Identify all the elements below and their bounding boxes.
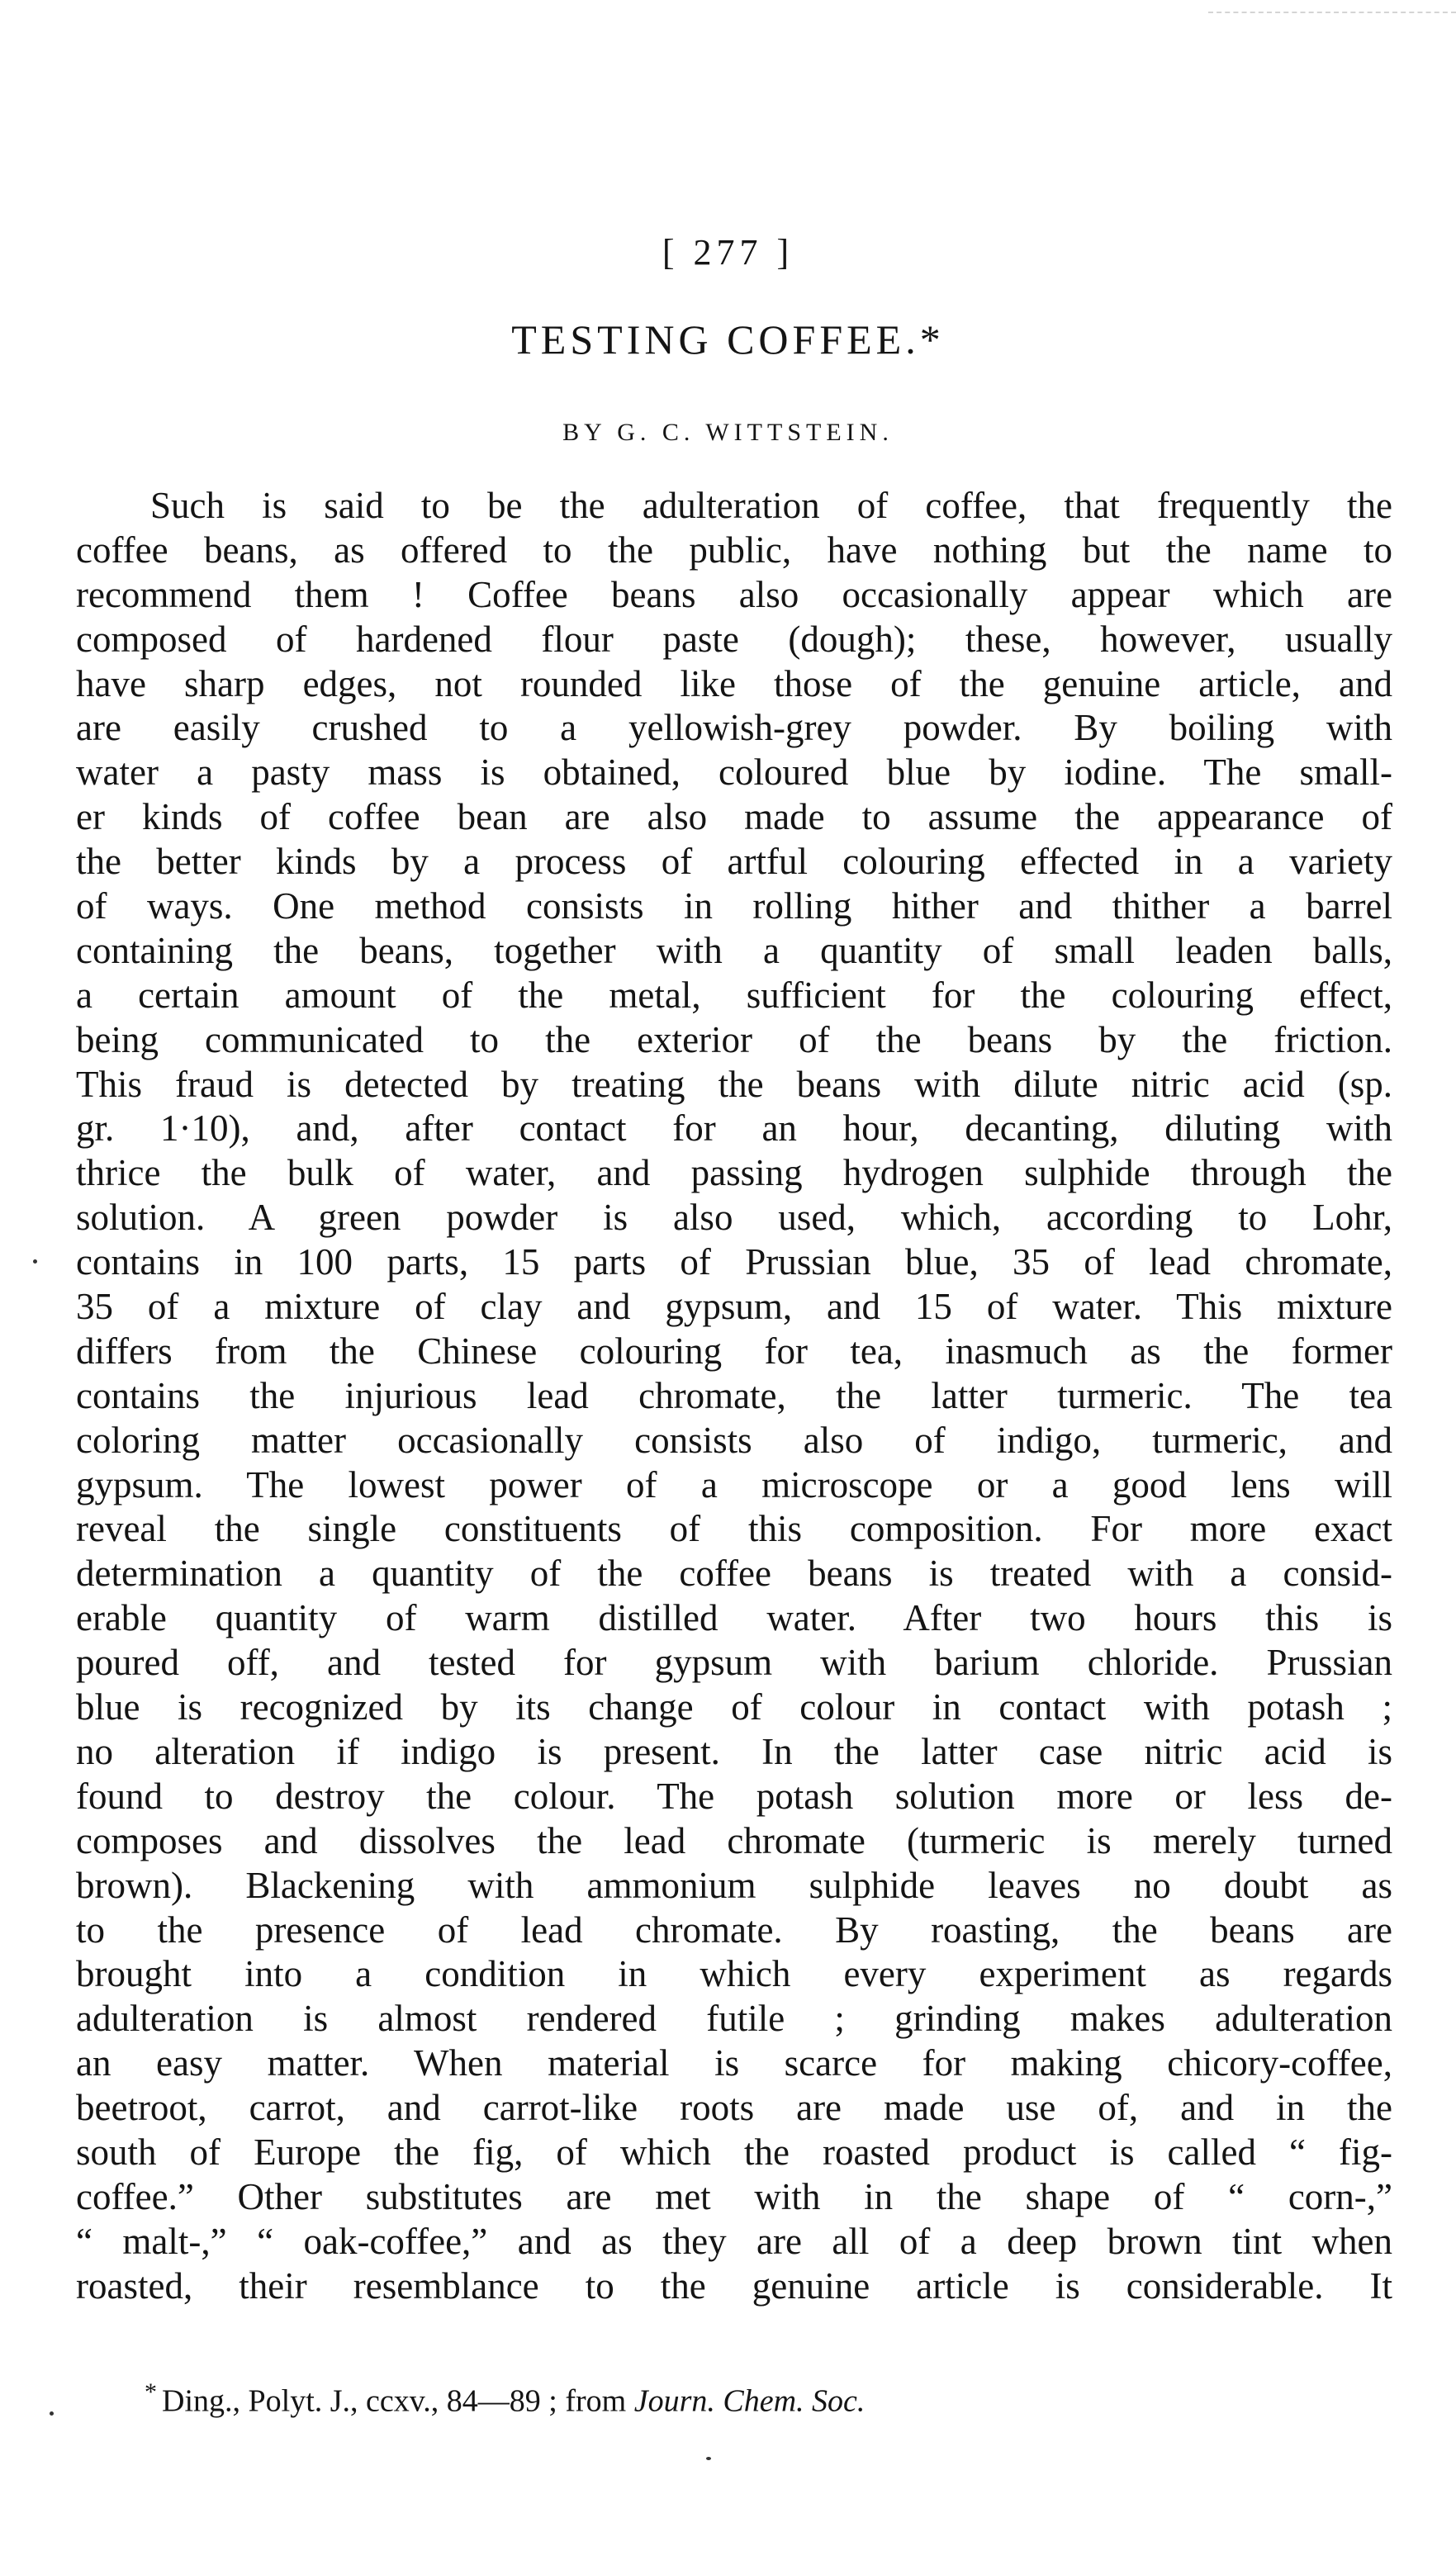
- body-line: the better kinds by a process of artful colouring effected in a variety: [76, 841, 1392, 883]
- body-line: are easily crushed to a yellowish-grey powder. By boiling with: [76, 707, 1392, 749]
- footnote-reference: Polyt. J., ccxv., 84—89 ; from: [240, 2383, 634, 2419]
- body-line: recommend them ! Coffee beans also occasionally appear which are: [76, 573, 1392, 615]
- article-author: BY G. C. WITTSTEIN.: [562, 419, 894, 446]
- body-line: determination a quantity of the coffee beans is treated with a consid-: [76, 1553, 1392, 1595]
- scan-edge-mark: [1208, 0, 1456, 13]
- body-line: 35 of a mixture of clay and gypsum, and 15 of water. This mixture: [76, 1286, 1392, 1328]
- body-line: erable quantity of warm distilled water. After two hours this is: [76, 1597, 1392, 1639]
- body-line: coffee beans, as offered to the public, have nothing but the name to: [76, 529, 1392, 571]
- body-line: gypsum. The lowest power of a microscope or a good lens will: [76, 1463, 1392, 1505]
- body-line: south of Europe the fig, of which the roasted product is called “ fig-: [76, 2131, 1392, 2173]
- body-line: brown). Blackening with ammonium sulphide leaves no doubt as: [76, 1864, 1392, 1906]
- body-line: have sharp edges, not rounded like those of the genuine article, and: [76, 662, 1392, 704]
- body-line: This fraud is detected by treating the beans with dilute nitric acid (sp.: [76, 1063, 1392, 1105]
- body-line: poured off, and tested for gypsum with barium chloride. Prussian: [76, 1642, 1392, 1684]
- body-line: found to destroy the colour. The potash solution more or less de-: [76, 1775, 1392, 1817]
- body-line: contains in 100 parts, 15 parts of Prussian blue, 35 of lead chromate,: [76, 1241, 1392, 1283]
- body-line: brought into a condition in which every experiment as regards: [76, 1953, 1392, 1995]
- body-line: thrice the bulk of water, and passing hydrogen sulphide through the: [76, 1152, 1392, 1194]
- body-line: composes and dissolves the lead chromate (turmeric is merely turned: [76, 1819, 1392, 1861]
- body-line: no alteration if indigo is present. In the latter case nitric acid is: [76, 1730, 1392, 1772]
- body-line: reveal the single constituents of this composition. For more exact: [76, 1508, 1392, 1550]
- scan-speck: [33, 1259, 37, 1264]
- footnote-journal: Journ. Chem. Soc.: [633, 2383, 866, 2419]
- body-line: adulteration is almost rendered futile ; grinding makes adulteration: [76, 1998, 1392, 2040]
- body-line: of ways. One method consists in rolling hither and thither a barrel: [76, 885, 1392, 927]
- body-line: a certain amount of the metal, sufficient for the colouring effect,: [76, 974, 1392, 1016]
- body-line: differs from the Chinese colouring for tea, inasmuch as the former: [76, 1330, 1392, 1372]
- body-line: “ malt-,” “ oak-coffee,” and as they are all of a deep brown tint when: [76, 2220, 1392, 2262]
- body-line: water a pasty mass is obtained, coloured blue by iodine. The small-: [76, 752, 1392, 794]
- body-line: coffee.” Other substitutes are met with in the shape of “ corn-,”: [76, 2175, 1392, 2217]
- body-line: being communicated to the exterior of the beans by the friction.: [76, 1018, 1392, 1060]
- article-body: [76, 484, 1392, 2309]
- body-line: coloring matter occasionally consists also of indigo, turmeric, and: [76, 1419, 1392, 1461]
- body-line: Such is said to be the adulteration of coffee, that frequently the: [150, 485, 1392, 526]
- page-number: [ 277 ]: [662, 232, 794, 273]
- body-line: solution. A green powder is also used, which, according to Lohr,: [76, 1197, 1392, 1239]
- body-line: an easy matter. When material is scarce for making chicory-coffee,: [76, 2042, 1392, 2084]
- body-line: contains the injurious lead chromate, the latter turmeric. The tea: [76, 1374, 1392, 1416]
- body-line: gr. 1·10), and, after contact for an hour, decanting, diluting with: [76, 1107, 1392, 1150]
- body-line: blue is recognized by its change of colour in contact with potash ;: [76, 1686, 1392, 1728]
- article-title: TESTING COFFEE.*: [511, 316, 945, 363]
- footnote-mark: *: [145, 2378, 157, 2406]
- body-line: to the presence of lead chromate. By roasting, the beans are: [76, 1909, 1392, 1951]
- body-line: roasted, their resemblance to the genuine article is considerable. It: [76, 2264, 1392, 2307]
- footnote: [145, 2378, 1342, 2420]
- scan-speck: [706, 2457, 711, 2460]
- body-line: composed of hardened flour paste (dough); these, however, usually: [76, 618, 1392, 660]
- body-line: er kinds of coffee bean are also made to assume the appearance of: [76, 796, 1392, 838]
- body-line: containing the beans, together with a quantity of small leaden balls,: [76, 929, 1392, 971]
- footnote-lead: Ding.,: [162, 2383, 240, 2419]
- scan-speck: [50, 2411, 54, 2416]
- body-line: beetroot, carrot, and carrot-like roots are made use of, and in the: [76, 2087, 1392, 2129]
